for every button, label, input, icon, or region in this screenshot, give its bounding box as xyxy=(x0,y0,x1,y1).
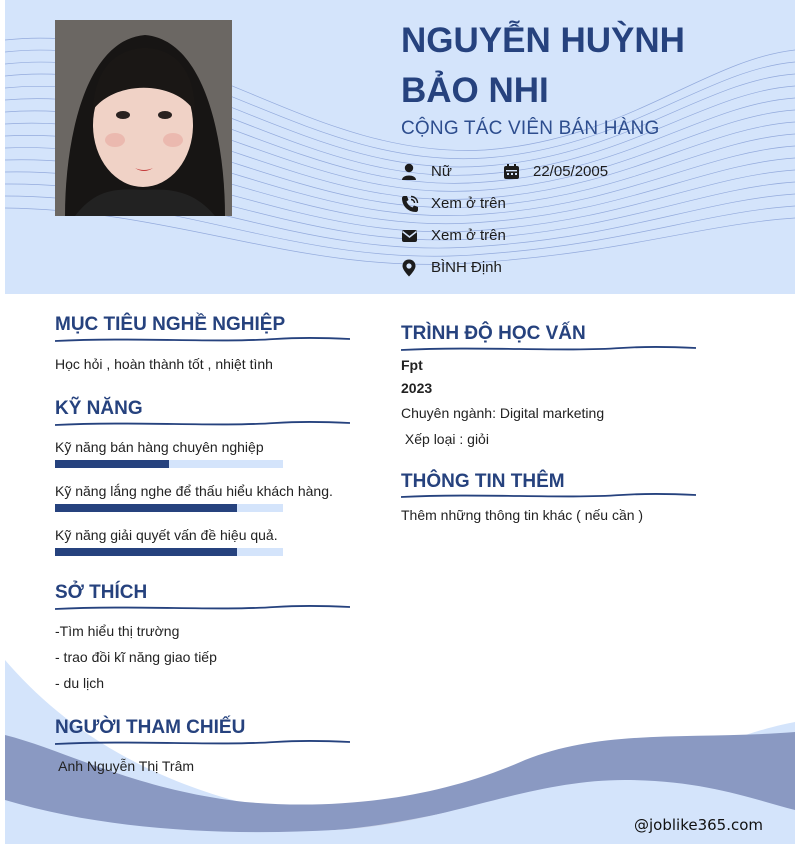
skill-level-fill xyxy=(55,460,169,468)
education-grade: Xếp loại : giỏi xyxy=(401,431,489,447)
phone-icon xyxy=(401,195,419,213)
footer-brand: @joblike365.com xyxy=(634,816,764,834)
extra-info-text: Thêm những thông tin khác ( nếu cần ) xyxy=(401,507,644,523)
skill-level-fill xyxy=(55,548,237,556)
birthdate-row xyxy=(503,162,633,182)
phone-value: Xem ở trên xyxy=(431,195,506,212)
address-row xyxy=(401,258,551,278)
education-year: 2023 xyxy=(401,380,433,396)
profile-photo xyxy=(55,20,232,216)
hobby-item: - trao đồi kĩ năng giao tiếp xyxy=(55,649,217,665)
references-title-underline xyxy=(55,738,350,748)
skill-level-bar xyxy=(55,548,283,556)
hobbies-title: SỞ THÍCH xyxy=(55,582,148,603)
location-pin-icon xyxy=(401,259,419,277)
education-title-underline xyxy=(401,344,696,354)
skill-label: Kỹ năng lắng nghe để thấu hiểu khách hàng. xyxy=(55,483,333,499)
objective-title-underline xyxy=(55,335,350,345)
skill-level-bar xyxy=(55,460,283,468)
phone-row xyxy=(401,194,551,214)
education-major: Chuyên ngành: Digital marketing xyxy=(401,405,605,421)
envelope-icon xyxy=(401,227,419,245)
email-value: Xem ở trên xyxy=(431,227,506,244)
skills-title: KỸ NĂNG xyxy=(55,398,143,419)
user-icon xyxy=(401,163,419,181)
objective-text: Học hỏi , hoàn thành tốt , nhiệt tình xyxy=(55,356,273,372)
header-banner xyxy=(5,0,795,294)
education-school: Fpt xyxy=(401,357,423,373)
email-row xyxy=(401,226,551,246)
birthdate-value: 22/05/2005 xyxy=(533,163,609,180)
job-title: CỘNG TÁC VIÊN BÁN HÀNG xyxy=(401,118,660,139)
skill-label: Kỹ năng giải quyết vấn đề hiệu quả. xyxy=(55,527,278,543)
skill-level-bar xyxy=(55,504,283,512)
references-text: Anh Nguyễn Thị Trâm xyxy=(55,758,195,774)
candidate-name: NGUYỄN HUỲNH BẢO NHI xyxy=(401,21,685,110)
hobby-item: -Tìm hiểu thị trường xyxy=(55,623,180,639)
extra-info-title: THÔNG TIN THÊM xyxy=(401,471,565,492)
objective-title: MỤC TIÊU NGHỀ NGHIỆP xyxy=(55,314,286,335)
skill-level-fill xyxy=(55,504,237,512)
address-value: BÌNH Định xyxy=(431,259,502,276)
education-title: TRÌNH ĐỘ HỌC VẤN xyxy=(401,323,586,344)
hobbies-title-underline xyxy=(55,603,350,613)
calendar-icon xyxy=(503,163,521,181)
cv-page xyxy=(5,0,795,844)
skills-title-underline xyxy=(55,419,350,429)
gender-value: Nữ xyxy=(431,163,452,180)
extra-info-title-underline xyxy=(401,491,696,501)
references-title: NGƯỜI THAM CHIẾU xyxy=(55,717,246,738)
skill-label: Kỹ năng bán hàng chuyên nghiệp xyxy=(55,439,264,455)
hobby-item: - du lịch xyxy=(55,675,105,691)
